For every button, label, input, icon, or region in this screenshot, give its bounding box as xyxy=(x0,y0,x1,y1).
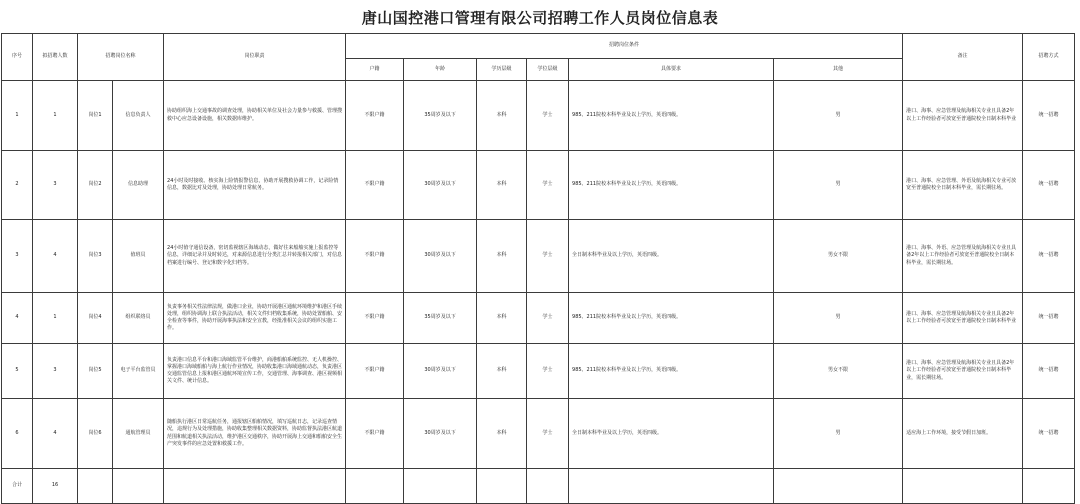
header-remark: 备注 xyxy=(903,34,1023,81)
cell-specific: 985、211院校本科毕业及以上学历，英语四级。 xyxy=(569,81,774,151)
empty-cell xyxy=(903,469,1023,504)
cell-duty: 负责事务相关性法律法规，做港口企业，协助开展港区通航环境维护和港区手续处理，组织协调海上联合执法活动，相关文件归档收集系统，协助处置船舶、安全检查等事件，协助开展海事执法和安全宣教，经批准相关会议的组织实施工作。 xyxy=(164,293,346,344)
cell-household: 不限户籍 xyxy=(346,344,404,399)
cell-duty: 随船执行港区日常巡航任务，通报辖区船舶情况，填写巡航日志，记录巡查情况，违规行为及处理措施，协助收集整理相关数据资料，协助监督执法港区航道范围和航道相关执法活动，维护港区交通秩序，协助开展海上交通和船舶安全生产突发事件的应急处置和救援工作。 xyxy=(164,399,346,469)
cell-education: 本科 xyxy=(477,399,527,469)
total-count: 16 xyxy=(33,469,78,504)
empty-cell xyxy=(1023,469,1075,504)
empty-cell xyxy=(477,469,527,504)
cell-remark: 适应海上工作环境，接受节假日加班。 xyxy=(903,399,1023,469)
empty-cell xyxy=(346,469,404,504)
cell-no: 2 xyxy=(2,151,33,220)
header-duty: 岗位职责 xyxy=(164,34,346,81)
table-row xyxy=(2,293,1075,344)
cell-duty: 24小时值守通信设备，密切监视辖区海域动态，做好往来船舶实施上报监控等信息，详细记录并及时转达，对来源信息进行分类汇总并转报相关部门，对信息档案进行编号、登记和数字化归档等。 xyxy=(164,220,346,293)
table-row xyxy=(2,151,1075,220)
cell-post-name: 值班员 xyxy=(113,220,164,293)
table-row xyxy=(2,81,1075,151)
cell-specific: 985、211院校本科毕业及以上学历，英语四级。 xyxy=(569,344,774,399)
cell-post-name: 信息负责人 xyxy=(113,81,164,151)
cell-no: 4 xyxy=(2,293,33,344)
empty-cell xyxy=(78,469,113,504)
cell-count: 4 xyxy=(33,399,78,469)
cell-count: 3 xyxy=(33,344,78,399)
cell-method: 统一招聘 xyxy=(1023,220,1075,293)
cell-duty: 负责港口信息平台和港口海域监管平台维护，商港船舶系统监控、无人机操控、掌握港口海域船舶与海上航行作业情况，协助收集港口海域通航动态，负责港区交通监管信息上报和港区通航环境宣传工作，交通管理、海事调查、港区视频相关文件、统计信息。 xyxy=(164,344,346,399)
empty-cell xyxy=(164,469,346,504)
cell-education: 本科 xyxy=(477,151,527,220)
cell-method: 统一招聘 xyxy=(1023,399,1075,469)
cell-count: 1 xyxy=(33,81,78,151)
cell-education: 本科 xyxy=(477,344,527,399)
cell-post-name: 信息助理 xyxy=(113,151,164,220)
cell-remark: 港口、海事、应急管理及航海相关专业且具备2年以上工作经验者可放宽至普通院校全日制本科毕业 xyxy=(903,293,1023,344)
total-label: 合计 xyxy=(2,469,33,504)
cell-remark: 港口、海事、应急管理及航海相关专业且具备2年以上工作经验者可放宽至普通院校全日制本科毕业，需长期驻场。 xyxy=(903,344,1023,399)
cell-remark: 港口、海事、应急管理、外语及航海相关专业可放宽至普通院校全日制本科毕业，需长期驻场。 xyxy=(903,151,1023,220)
cell-age: 30周岁及以下 xyxy=(404,220,477,293)
table-row xyxy=(2,399,1075,469)
cell-method: 统一招聘 xyxy=(1023,151,1075,220)
cell-degree: 学士 xyxy=(527,220,569,293)
cell-other: 男 xyxy=(774,293,903,344)
empty-cell xyxy=(569,469,774,504)
page-title: 唐山国控港口管理有限公司招聘工作人员岗位信息表 xyxy=(361,8,719,27)
cell-post: 岗位5 xyxy=(78,344,113,399)
cell-household: 不限户籍 xyxy=(346,220,404,293)
cell-degree: 学士 xyxy=(527,344,569,399)
cell-post: 岗位2 xyxy=(78,151,113,220)
table-row xyxy=(2,344,1075,399)
header-no: 序号 xyxy=(2,34,33,81)
cell-method: 统一招聘 xyxy=(1023,293,1075,344)
table-row xyxy=(2,220,1075,293)
cell-education: 本科 xyxy=(477,293,527,344)
cell-degree: 学士 xyxy=(527,399,569,469)
cell-method: 统一招聘 xyxy=(1023,81,1075,151)
cell-other: 男女不限 xyxy=(774,220,903,293)
cell-duty: 24小时及时接收、核实海上险情报警信息，协助开展搜救协调工作，记录险情信息，数据比对及处理，协助处理日常航务。 xyxy=(164,151,346,220)
cell-age: 35周岁及以下 xyxy=(404,81,477,151)
cell-method: 统一招聘 xyxy=(1023,344,1075,399)
empty-cell xyxy=(527,469,569,504)
cell-specific: 全日制本科毕业及以上学历，英语四级。 xyxy=(569,399,774,469)
positions-table xyxy=(1,33,1075,504)
header-other: 其他 xyxy=(774,59,903,81)
header-degree: 学位层级 xyxy=(527,59,569,81)
cell-age: 30周岁及以下 xyxy=(404,399,477,469)
cell-other: 男 xyxy=(774,81,903,151)
cell-specific: 全日制本科毕业及以上学历，英语四级。 xyxy=(569,220,774,293)
cell-household: 不限户籍 xyxy=(346,399,404,469)
cell-specific: 985、211院校本科毕业及以上学历，英语四级。 xyxy=(569,151,774,220)
empty-cell xyxy=(113,469,164,504)
cell-count: 4 xyxy=(33,220,78,293)
total-row xyxy=(2,469,1075,504)
cell-specific: 985、211院校本科毕业及以上学历，英语四级。 xyxy=(569,293,774,344)
cell-household: 不限户籍 xyxy=(346,81,404,151)
cell-household: 不限户籍 xyxy=(346,151,404,220)
cell-no: 1 xyxy=(2,81,33,151)
cell-age: 30周岁及以下 xyxy=(404,151,477,220)
cell-post-name: 组织联络员 xyxy=(113,293,164,344)
cell-remark: 港口、海事、应急管理及航海相关专业且具备2年以上工作经验者可放宽至普通院校全日制本科毕业 xyxy=(903,81,1023,151)
cell-degree: 学士 xyxy=(527,151,569,220)
cell-post-name: 通航管理员 xyxy=(113,399,164,469)
cell-count: 3 xyxy=(33,151,78,220)
cell-education: 本科 xyxy=(477,220,527,293)
cell-count: 1 xyxy=(33,293,78,344)
cell-other: 男女不限 xyxy=(774,344,903,399)
cell-remark: 港口、海事、外语、应急管理及航海相关专业且具备2年以上工作经验者可放宽至普通院校全日制本科毕业，需长期驻场。 xyxy=(903,220,1023,293)
header-row-1 xyxy=(2,34,1075,59)
cell-degree: 学士 xyxy=(527,293,569,344)
cell-household: 不限户籍 xyxy=(346,293,404,344)
header-household: 户籍 xyxy=(346,59,404,81)
header-specific: 具体要求 xyxy=(569,59,774,81)
cell-post-name: 电子平台监管员 xyxy=(113,344,164,399)
cell-degree: 学士 xyxy=(527,81,569,151)
empty-cell xyxy=(404,469,477,504)
cell-age: 35周岁及以下 xyxy=(404,293,477,344)
header-conditions: 招聘岗位条件 xyxy=(346,34,903,59)
cell-other: 男 xyxy=(774,399,903,469)
header-education: 学历层级 xyxy=(477,59,527,81)
cell-no: 5 xyxy=(2,344,33,399)
cell-education: 本科 xyxy=(477,81,527,151)
cell-post: 岗位4 xyxy=(78,293,113,344)
cell-no: 3 xyxy=(2,220,33,293)
header-age: 年龄 xyxy=(404,59,477,81)
header-method: 招聘方式 xyxy=(1023,34,1075,81)
cell-other: 男 xyxy=(774,151,903,220)
cell-age: 30周岁及以下 xyxy=(404,344,477,399)
cell-post: 岗位3 xyxy=(78,220,113,293)
header-count: 拟招聘人数 xyxy=(33,34,78,81)
empty-cell xyxy=(774,469,903,504)
header-post-name: 招聘岗位名称 xyxy=(78,34,164,81)
cell-post: 岗位1 xyxy=(78,81,113,151)
cell-duty: 协助组织海上交通事故的调查处理，协助相关单位及社会力量参与救援、管理搜救中心应急设备设施，相关数据库维护。 xyxy=(164,81,346,151)
cell-post: 岗位6 xyxy=(78,399,113,469)
cell-no: 6 xyxy=(2,399,33,469)
